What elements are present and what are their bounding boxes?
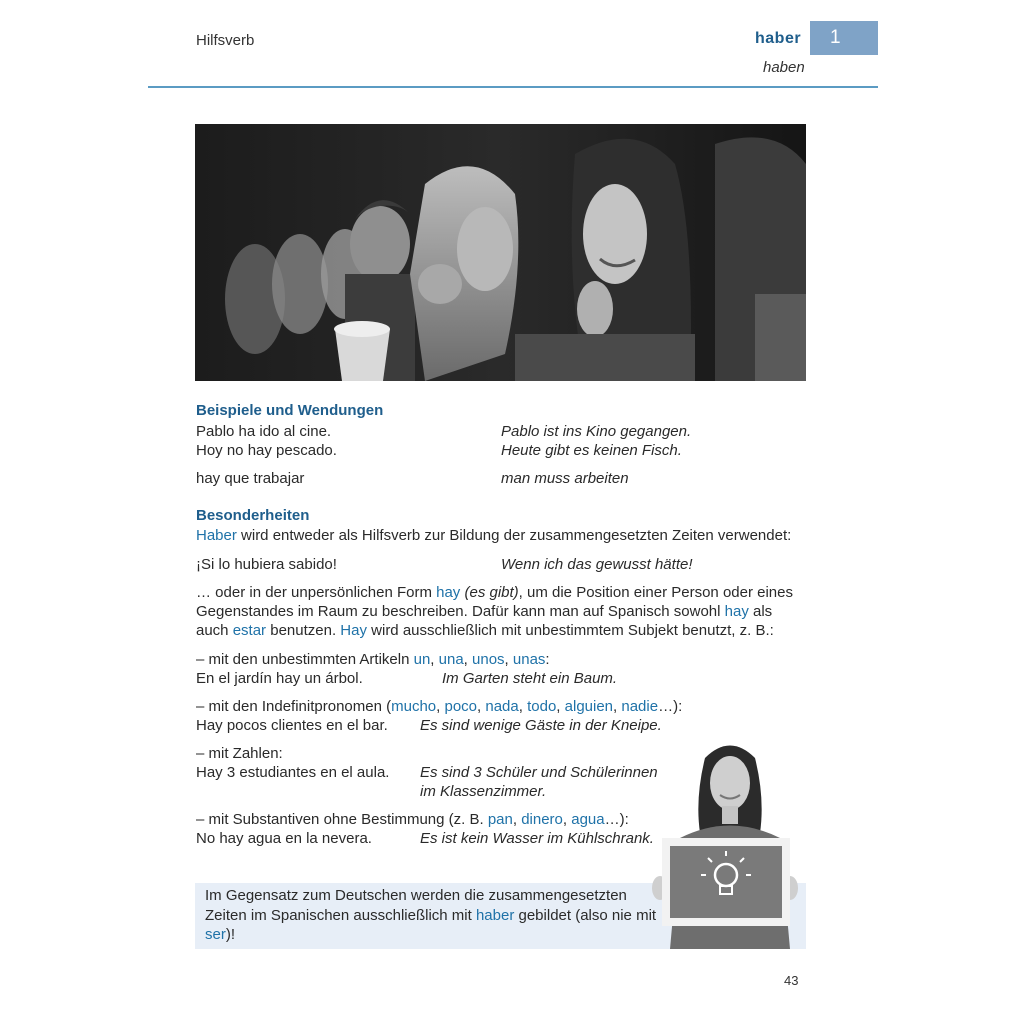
example-es: En el jardín hay un árbol. (196, 670, 363, 687)
keyword: haber (475, 906, 515, 924)
example-de: Im Garten steht ein Baum. (442, 670, 618, 687)
paragraph-text: – mit Substantiven ohne Bestimmung (z. B. (196, 811, 488, 828)
example-es: hay que trabajar (196, 470, 305, 487)
keyword: estar (232, 622, 267, 639)
example-es: No hay agua en la nevera. (196, 830, 372, 847)
keyword: nadie (621, 698, 659, 715)
example-de: Es ist kein Wasser im Kühlschrank. (420, 830, 654, 847)
case-intro: – mit Substantiven ohne Bestimmung (z. B. pan, dinero, agua…): (196, 811, 629, 828)
example-de: Heute gibt es keinen Fisch. (501, 442, 682, 459)
special-paragraph-2-line-2 (196, 603, 772, 620)
keyword: Haber (196, 527, 237, 544)
paragraph-text: benutzen. (266, 622, 341, 639)
example-es: Pablo ha ido al cine. (196, 423, 332, 440)
special-heading: Besonderheiten (196, 507, 310, 524)
example-es: Hoy no hay pescado. (196, 442, 337, 459)
paragraph-text: – mit den Indefinitpronomen ( (196, 698, 392, 715)
case-intro: – mit den unbestimmten Artikeln un, una, unos, unas: (196, 651, 550, 668)
special-paragraph-1 (196, 527, 791, 544)
verb-title: haber (755, 30, 802, 47)
keyword: Hay (340, 622, 367, 639)
paragraph-text: Gegenstandes im Raum zu beschreiben. Dafür kann man auf Spanisch sowohl (196, 603, 725, 620)
keyword: una (438, 651, 464, 668)
case-intro: – mit den Indefinitpronomen (mucho, poco, nada, todo, alguien, nadie…): (196, 698, 683, 715)
example-de: man muss arbeiten (501, 470, 629, 487)
page-number: 43 (784, 973, 799, 988)
keyword: agua (571, 811, 605, 828)
example-de: Pablo ist ins Kino gegangen. (501, 423, 692, 440)
keyword: pan (487, 811, 513, 828)
example-de: Wenn ich das gewusst hätte! (501, 556, 693, 573)
example-es: ¡Si lo hubiera sabido! (196, 556, 337, 573)
keyword: hay (724, 603, 749, 620)
paragraph-text: als (748, 603, 773, 620)
paragraph-text: gebildet (also nie mit (514, 906, 657, 924)
paragraph-text: …): (658, 698, 683, 715)
keyword: poco (444, 698, 478, 715)
paragraph-text: Im Gegensatz zum Deutschen werden die zusammengesetzten Zeiten im Spanischen ausschließlich mit (205, 887, 627, 924)
paragraph-text: … oder in der unpersönlichen Form (196, 584, 437, 601)
keyword: un (413, 651, 431, 668)
keyword: mucho (391, 698, 437, 715)
paragraph-text: , um die Position einer Person oder eines (518, 584, 793, 601)
keyword: unas (512, 651, 546, 668)
example-es: Hay 3 estudiantes en el aula. (196, 764, 390, 781)
woman-with-sign-illustration (650, 738, 800, 949)
paragraph-text: )! (225, 926, 236, 943)
keyword: alguien (564, 698, 614, 715)
keyword: todo (527, 698, 557, 715)
section-label: Hilfsverb (196, 32, 255, 49)
verb-translation: haben (763, 59, 805, 76)
keyword: dinero (521, 811, 563, 828)
example-de-continued: im Klassenzimmer. (420, 783, 547, 800)
special-paragraph-2-line-1 (196, 584, 793, 601)
paragraph-text: – mit den unbestimmten Artikeln (196, 651, 414, 668)
chapter-number: 1 (830, 27, 841, 48)
keyword: unos (472, 651, 505, 668)
examples-heading: Beispiele und Wendungen (196, 402, 384, 419)
paragraph-text: wird ausschließlich mit unbestimmtem Subjekt benutzt, z. B.: (366, 622, 774, 639)
special-paragraph-2-line-3 (196, 622, 774, 639)
header-rule (148, 86, 878, 88)
example-de: Es sind 3 Schüler und Schülerinnen (420, 764, 658, 781)
paragraph-text: …): (604, 811, 629, 828)
paragraph-text: auch (196, 622, 233, 639)
paragraph-text: : (545, 651, 550, 668)
cinema-audience-photo (195, 124, 806, 381)
case-intro: – mit Zahlen: (196, 745, 283, 762)
example-de: Es sind wenige Gäste in der Kneipe. (420, 717, 662, 734)
keyword: hay (436, 584, 461, 601)
chapter-box (810, 21, 878, 55)
paragraph-text: wird entweder als Hilfsverb zur Bildung der zusammengesetzten Zeiten verwendet: (236, 527, 792, 544)
keyword: ser (205, 926, 226, 943)
keyword: nada (485, 698, 519, 715)
paragraph-text: (es gibt) (460, 584, 519, 601)
note-text (205, 886, 660, 945)
example-es: Hay pocos clientes en el bar. (196, 717, 388, 734)
